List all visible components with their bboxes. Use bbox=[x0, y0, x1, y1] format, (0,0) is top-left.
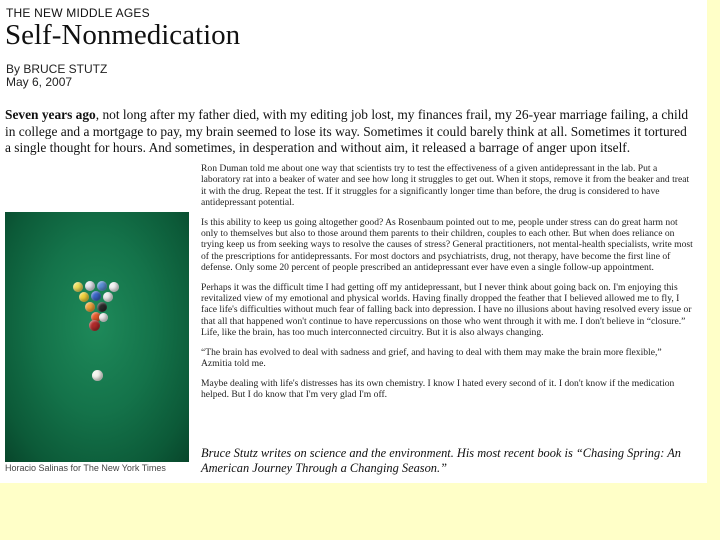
page-margin bbox=[707, 0, 720, 540]
body-paragraph: “The brain has evolved to deal with sadness and grief, and having to deal with them may make the brain more flexible,” Azmitia told me. bbox=[201, 346, 662, 370]
billiard-ball bbox=[97, 302, 107, 312]
billiard-ball bbox=[109, 282, 119, 292]
page-title: Self-Nonmedication bbox=[5, 19, 241, 51]
byline: By BRUCE STUTZ bbox=[6, 62, 108, 76]
body-paragraph: Maybe dealing with life's distresses has its own chemistry. I know I hated every second of it. I don't know if the medication helped. But I do know that I'm very glad I'm off. bbox=[201, 377, 675, 400]
article-body bbox=[201, 163, 693, 408]
billiard-ball bbox=[99, 313, 108, 322]
billiard-ball bbox=[85, 281, 95, 291]
billiard-ball bbox=[73, 282, 83, 292]
billiard-ball bbox=[79, 292, 89, 302]
cue-ball bbox=[92, 370, 103, 381]
billiard-ball bbox=[103, 292, 113, 302]
publish-date: May 6, 2007 bbox=[6, 75, 73, 89]
billiard-balls-photo bbox=[5, 212, 189, 462]
lede-paragraph bbox=[5, 107, 695, 157]
photo-credit: Horacio Salinas for The New York Times bbox=[5, 463, 166, 473]
billiard-ball bbox=[97, 281, 107, 291]
lede-text: , not long after my father died, with my editing job lost, my finances frail, my 26-year marriage failing, a child in college and a mortgage to pay, my brain seemed to lose its way. Sometimes it could barely think at all. Sometimes it tortured a single thought for hours. And sometimes, in desperation and without aim, it released a barrage of anger upon itself. bbox=[5, 107, 689, 155]
billiard-ball bbox=[89, 320, 100, 331]
billiard-ball bbox=[85, 302, 95, 312]
lede-lead-in: Seven years ago bbox=[5, 107, 96, 122]
billiard-ball bbox=[91, 291, 101, 301]
body-paragraph: Perhaps it was the difficult time I had getting off my antidepressant, but I never think about going back on. I'm enjoying this revitalized view of my emotional and physical worlds. Having finally dropped the feather that I believed allowed me to fly, I face life's difficulties without much fear of falling back into depression. I have no illusions about having resolved every issue or that all that happened won't continue to have repercussions on those who went through it with me. I don't believe in “closure.” Life, like the brain, has too much interconnected circuitry. But it is also always changing. bbox=[201, 281, 692, 339]
body-paragraph: Is this ability to keep us going altogether good? As Rosenbaum pointed out to me, people under stress can do great harm not only to themselves but also to those around them parents to their children, couples to each other. But when does reliance on trying keep us from seeking ways to resolve the causes of stress? General practitioners, not mental-health specialists, write most of the prescriptions for antidepressants. For most doctors and psychiatrists, drug, not therapy, have become the first line of defense. Only some 20 percent of people prescribed an antidepressant ever have even a single follow-up appointment. bbox=[201, 216, 693, 274]
author-tagline: Bruce Stutz writes on science and the environment. His most recent book is “Chasing Spring: An American Journey Through a Changing Season.” bbox=[201, 446, 681, 475]
section-kicker: THE NEW MIDDLE AGES bbox=[6, 6, 150, 20]
body-paragraph: Ron Duman told me about one way that scientists try to test the effectiveness of a given antidepressant in the lab. Put a laboratory rat into a beaker of water and see how long it struggles to get out. When it stops, remove it from the beaker and treat it with the drug. Repeat the test. If it struggles for a significantly longer time than before, the drug is considered to have antidepressant potential. bbox=[201, 163, 690, 209]
